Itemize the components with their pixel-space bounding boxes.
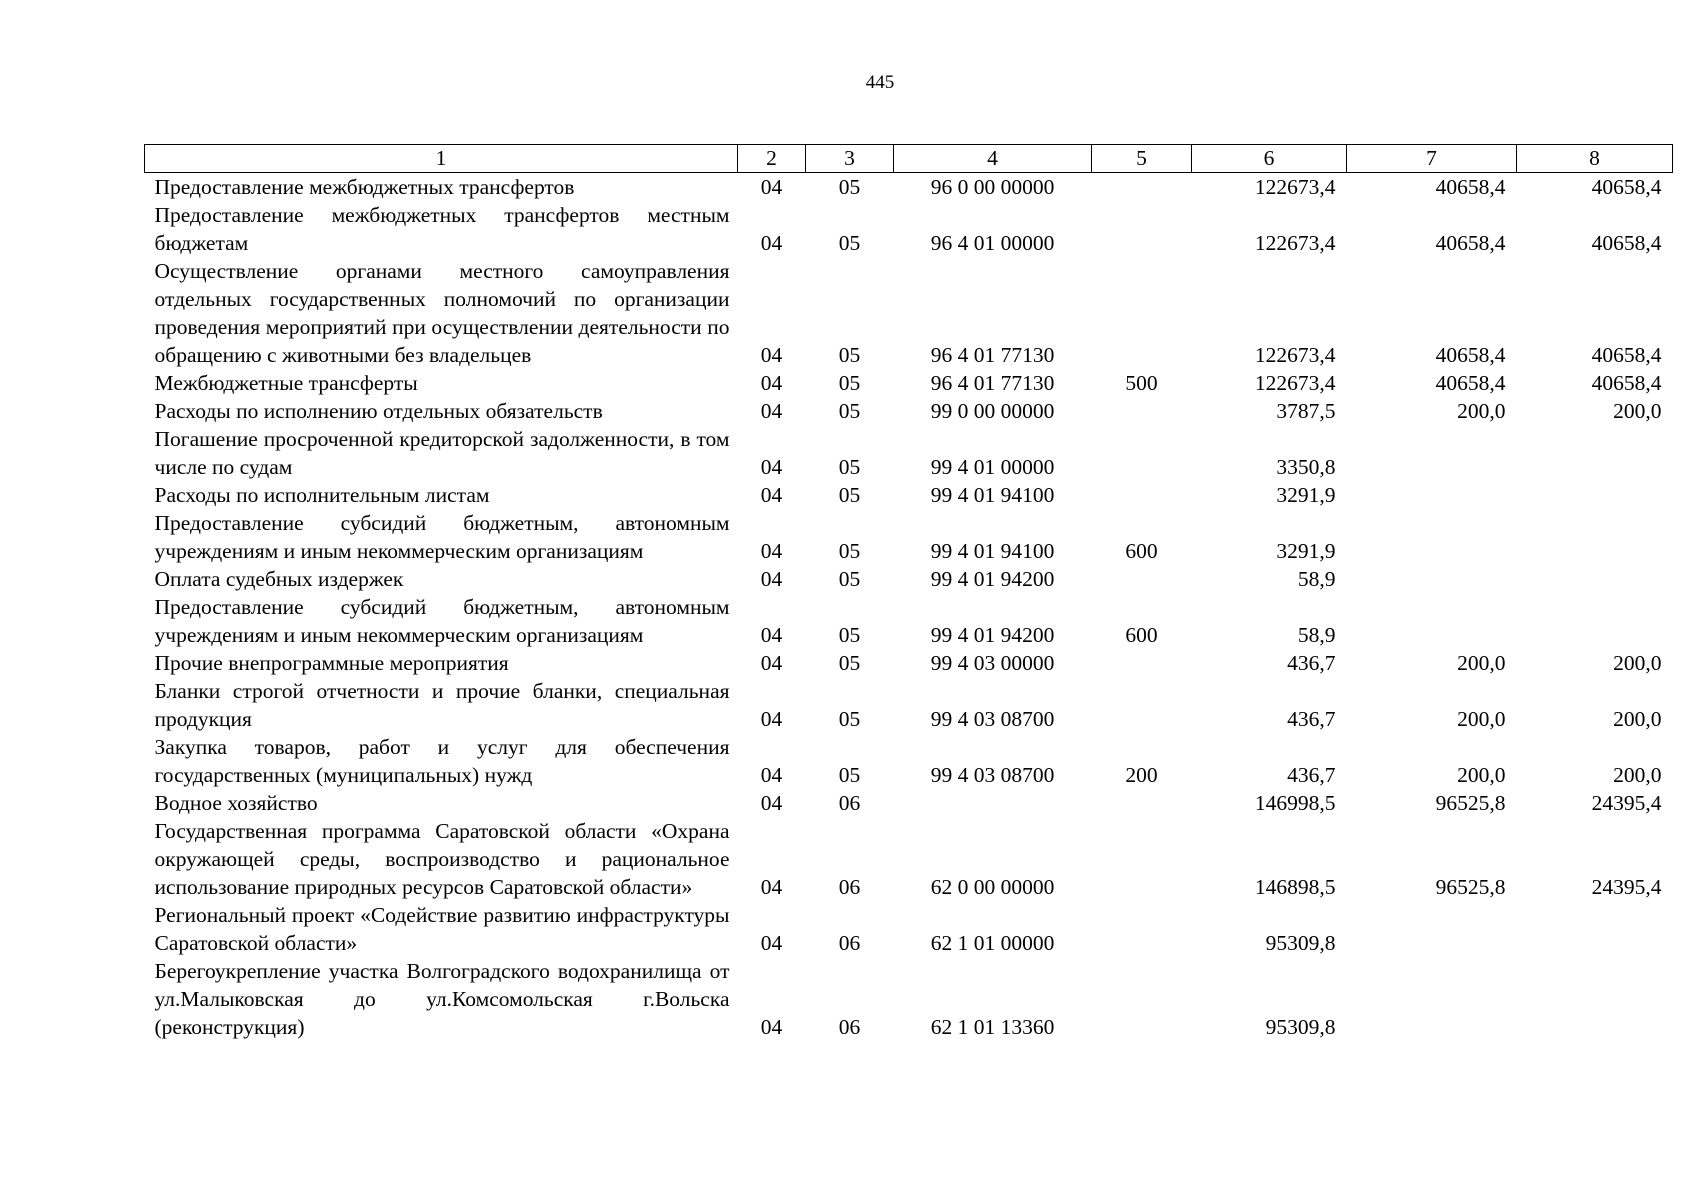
subsection-code: 05 [838, 623, 861, 647]
section-code: 04 [760, 539, 783, 563]
amount-col7: 40658,4 [1435, 175, 1506, 199]
target-article-code: 96 4 01 77130 [930, 343, 1055, 367]
section-code: 04 [760, 343, 783, 367]
section-code: 04 [760, 399, 783, 423]
expense-type-code [1092, 173, 1192, 202]
expense-type-code [1092, 397, 1192, 425]
item-name-text: Расходы по исполнению отдельных обязательств [154, 399, 603, 423]
subsection-code: 05 [838, 567, 861, 591]
table-row [145, 817, 1673, 901]
amount-col6: 58,9 [1297, 567, 1336, 591]
column-header: 7 [1347, 145, 1517, 173]
amount-col7: 40658,4 [1435, 231, 1506, 255]
expense-type-code: 600 [1125, 623, 1158, 647]
amount-col7 [1347, 425, 1517, 481]
amount-col6: 436,7 [1287, 707, 1336, 731]
item-name-text: Погашение просроченной кредиторской задолженности, в том числе по судам [154, 427, 730, 479]
table-row [145, 649, 1673, 677]
column-header: 4 [894, 145, 1092, 173]
amount-col8 [1517, 901, 1673, 957]
target-article-code: 96 4 01 77130 [930, 371, 1055, 395]
amount-col7 [1347, 593, 1517, 649]
page-number: 445 [865, 72, 895, 93]
amount-col7 [1347, 901, 1517, 957]
table-row [145, 425, 1673, 481]
subsection-code: 05 [838, 371, 861, 395]
amount-col8 [1517, 593, 1673, 649]
expense-type-code [1092, 425, 1192, 481]
target-article-code: 62 1 01 13360 [930, 1015, 1055, 1039]
target-article-code: 96 4 01 00000 [930, 231, 1055, 255]
section-code: 04 [760, 455, 783, 479]
section-code: 04 [760, 875, 783, 899]
amount-col6: 436,7 [1287, 763, 1336, 787]
amount-col8: 200,0 [1613, 763, 1662, 787]
table-row [145, 901, 1673, 957]
section-code: 04 [760, 175, 783, 199]
item-name [145, 173, 738, 202]
expense-type-code [1092, 565, 1192, 593]
amount-col7: 200,0 [1457, 763, 1506, 787]
amount-col6: 436,7 [1287, 651, 1336, 675]
item-name [145, 649, 738, 677]
expense-type-code [1092, 677, 1192, 733]
item-name-text: Оплата судебных издержек [154, 567, 404, 591]
expense-type-code [1092, 901, 1192, 957]
section-code: 04 [760, 1015, 783, 1039]
table-row [145, 789, 1673, 817]
item-name-text: Бланки строгой отчетности и прочие бланки, специальная продукция [154, 679, 730, 731]
amount-col6: 122673,4 [1254, 175, 1336, 199]
subsection-code: 05 [838, 343, 861, 367]
section-code: 04 [760, 931, 783, 955]
expense-type-code: 600 [1125, 539, 1158, 563]
item-name [145, 901, 738, 957]
amount-col7: 200,0 [1457, 707, 1506, 731]
item-name-text: Расходы по исполнительным листам [154, 483, 490, 507]
table-row [145, 173, 1673, 202]
amount-col6: 3291,9 [1276, 483, 1336, 507]
subsection-code: 06 [838, 875, 861, 899]
item-name [145, 369, 738, 397]
column-header: 1 [145, 145, 738, 173]
amount-col6: 3291,9 [1276, 539, 1336, 563]
column-header: 3 [806, 145, 894, 173]
amount-col8 [1517, 957, 1673, 1041]
amount-col8: 200,0 [1613, 707, 1662, 731]
item-name-text: Прочие внепрограммные мероприятия [154, 651, 509, 675]
subsection-code: 06 [838, 791, 861, 815]
amount-col6: 122673,4 [1254, 231, 1336, 255]
target-article-code: 99 0 00 00000 [930, 399, 1055, 423]
section-code: 04 [760, 231, 783, 255]
expense-type-code [1092, 257, 1192, 369]
amount-col6: 122673,4 [1254, 343, 1336, 367]
amount-col8: 40658,4 [1591, 175, 1662, 199]
amount-col7: 40658,4 [1435, 371, 1506, 395]
budget-table [144, 144, 1673, 1041]
amount-col8: 200,0 [1613, 651, 1662, 675]
item-name-text: Государственная программа Саратовской области «Охрана окружающей среды, воспроизводство и рациональное использование природных ресурсов Саратовской области» [154, 819, 730, 899]
amount-col7: 96525,8 [1435, 875, 1506, 899]
target-article-code: 96 0 00 00000 [930, 175, 1055, 199]
target-article-code: 62 0 00 00000 [930, 875, 1055, 899]
subsection-code: 05 [838, 399, 861, 423]
section-code: 04 [760, 763, 783, 787]
target-article-code: 99 4 03 08700 [930, 707, 1055, 731]
amount-col7: 200,0 [1457, 399, 1506, 423]
header-row [145, 145, 1673, 173]
subsection-code: 06 [838, 931, 861, 955]
item-name [145, 201, 738, 257]
target-article-code: 99 4 03 08700 [930, 763, 1055, 787]
table-row [145, 733, 1673, 789]
expense-type-code [1092, 201, 1192, 257]
item-name-text: Региональный проект «Содействие развитию инфраструктуры Саратовской области» [154, 903, 730, 955]
target-article-code: 99 4 01 00000 [930, 455, 1055, 479]
column-header: 6 [1192, 145, 1347, 173]
item-name-text: Предоставление субсидий бюджетным, автономным учреждениям и иным некоммерческим организациям [154, 595, 730, 647]
column-header: 5 [1092, 145, 1192, 173]
target-article-code: 99 4 01 94100 [930, 483, 1055, 507]
target-article-code: 62 1 01 00000 [930, 931, 1055, 955]
amount-col8: 40658,4 [1591, 231, 1662, 255]
item-name-text: Берегоукрепление участка Волгоградского водохранилища от ул.Малыковская до ул.Комсомольская г.Вольска (реконструкция) [154, 959, 730, 1039]
target-article-code [894, 789, 1092, 817]
expense-type-code [1092, 817, 1192, 901]
column-header: 2 [738, 145, 806, 173]
item-name-text: Предоставление межбюджетных трансфертов [154, 175, 575, 199]
column-header: 8 [1517, 145, 1673, 173]
amount-col7 [1347, 957, 1517, 1041]
subsection-code: 05 [838, 231, 861, 255]
subsection-code: 05 [838, 539, 861, 563]
item-name [145, 817, 738, 901]
table-row [145, 369, 1673, 397]
amount-col6: 58,9 [1297, 623, 1336, 647]
amount-col6: 122673,4 [1254, 371, 1336, 395]
amount-col7: 200,0 [1457, 651, 1506, 675]
item-name [145, 957, 738, 1041]
section-code: 04 [760, 623, 783, 647]
item-name-text: Осуществление органами местного самоуправления отдельных государственных полномочий по организации проведения мероприятий при осуществлении деятельности по обращению с животными без владельцев [154, 259, 730, 367]
item-name [145, 481, 738, 509]
amount-col7: 96525,8 [1435, 791, 1506, 815]
item-name-text: Межбюджетные трансферты [154, 371, 418, 395]
amount-col8: 40658,4 [1591, 343, 1662, 367]
target-article-code: 99 4 01 94200 [930, 567, 1055, 591]
amount-col6: 146998,5 [1254, 791, 1336, 815]
item-name-text: Предоставление субсидий бюджетным, автономным учреждениям и иным некоммерческим организациям [154, 511, 730, 563]
item-name [145, 425, 738, 481]
item-name [145, 397, 738, 425]
item-name [145, 733, 738, 789]
amount-col8 [1517, 425, 1673, 481]
subsection-code: 05 [838, 483, 861, 507]
expense-type-code [1092, 481, 1192, 509]
amount-col8 [1517, 509, 1673, 565]
amount-col6: 3350,8 [1276, 455, 1336, 479]
table-row [145, 201, 1673, 257]
amount-col6: 95309,8 [1265, 1015, 1336, 1039]
subsection-code: 05 [838, 175, 861, 199]
item-name [145, 509, 738, 565]
item-name [145, 565, 738, 593]
table-row [145, 257, 1673, 369]
amount-col8: 40658,4 [1591, 371, 1662, 395]
item-name [145, 789, 738, 817]
table-row [145, 509, 1673, 565]
section-code: 04 [760, 651, 783, 675]
item-name-text: Предоставление межбюджетных трансфертов местным бюджетам [154, 203, 730, 255]
target-article-code: 99 4 01 94200 [930, 623, 1055, 647]
amount-col6: 3787,5 [1276, 399, 1336, 423]
amount-col7 [1347, 565, 1517, 593]
table-row [145, 397, 1673, 425]
amount-col8: 24395,4 [1591, 875, 1662, 899]
target-article-code: 99 4 03 00000 [930, 651, 1055, 675]
expense-type-code [1092, 789, 1192, 817]
amount-col8: 24395,4 [1591, 791, 1662, 815]
section-code: 04 [760, 483, 783, 507]
expense-type-code [1092, 649, 1192, 677]
subsection-code: 05 [838, 707, 861, 731]
expense-type-code: 200 [1125, 763, 1158, 787]
target-article-code: 99 4 01 94100 [930, 539, 1055, 563]
table-row [145, 481, 1673, 509]
item-name [145, 593, 738, 649]
amount-col8 [1517, 481, 1673, 509]
table-row [145, 593, 1673, 649]
amount-col7 [1347, 481, 1517, 509]
subsection-code: 06 [838, 1015, 861, 1039]
item-name-text: Водное хозяйство [154, 791, 318, 815]
item-name [145, 677, 738, 733]
subsection-code: 05 [838, 455, 861, 479]
amount-col7 [1347, 509, 1517, 565]
subsection-code: 05 [838, 651, 861, 675]
expense-type-code: 500 [1125, 371, 1158, 395]
table-row [145, 677, 1673, 733]
amount-col6: 146898,5 [1254, 875, 1336, 899]
section-code: 04 [760, 707, 783, 731]
amount-col8: 200,0 [1613, 399, 1662, 423]
amount-col7: 40658,4 [1435, 343, 1506, 367]
item-name [145, 257, 738, 369]
table-row [145, 565, 1673, 593]
section-code: 04 [760, 567, 783, 591]
amount-col8 [1517, 565, 1673, 593]
expense-type-code [1092, 957, 1192, 1041]
subsection-code: 05 [838, 763, 861, 787]
amount-col6: 95309,8 [1265, 931, 1336, 955]
item-name-text: Закупка товаров, работ и услуг для обеспечения государственных (муниципальных) нужд [154, 735, 730, 787]
section-code: 04 [760, 371, 783, 395]
table-row [145, 957, 1673, 1041]
section-code: 04 [760, 791, 783, 815]
